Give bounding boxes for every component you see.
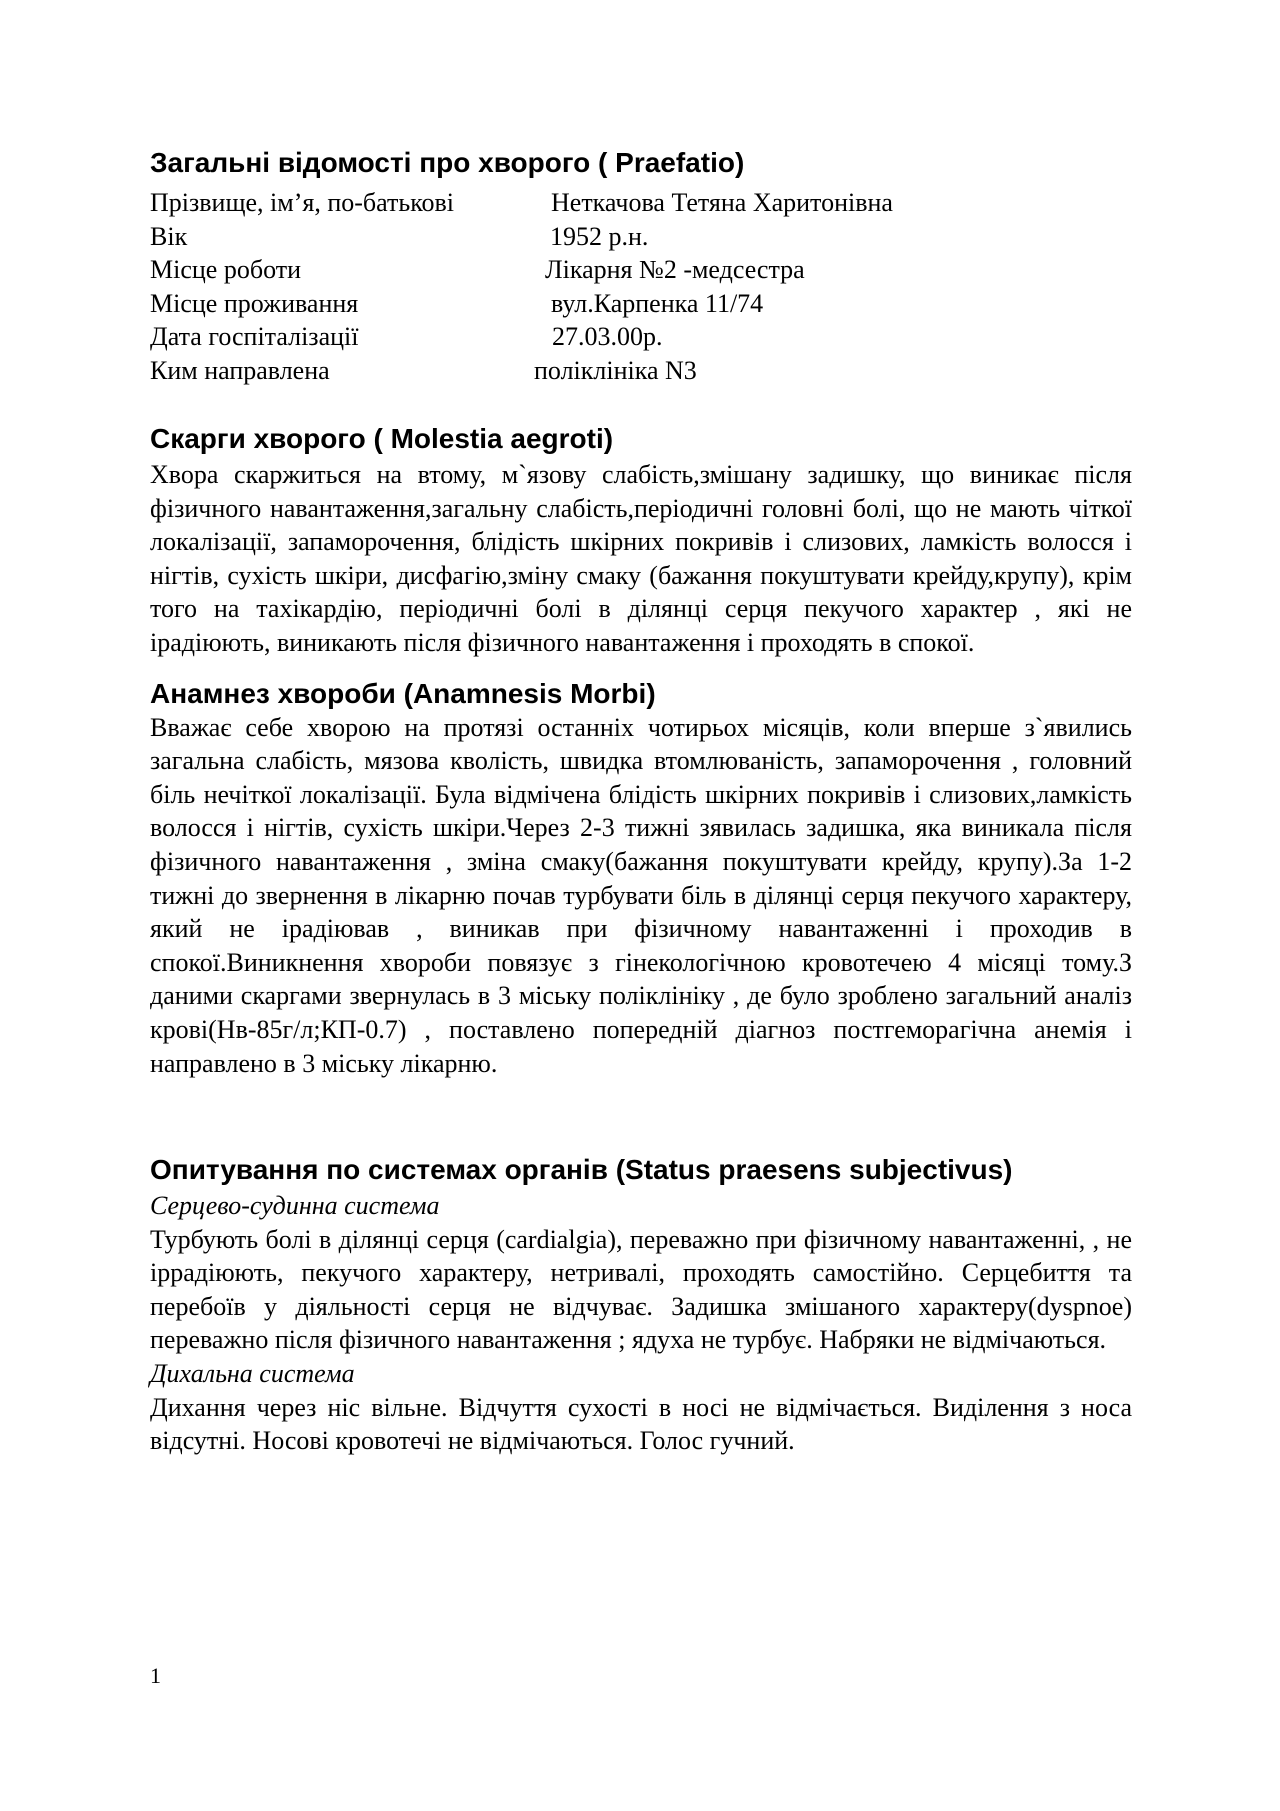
subsection-title-cardiovascular: Серцево-судинна система — [150, 1191, 440, 1221]
info-label: Місце роботи — [150, 255, 301, 284]
cardiovascular-text: Турбують болі в ділянці серця (cardialgia), переважно при фізичному навантаженні, , не іррадіюють, пекучого характеру, нетривалі, проходять самостійно. Серцебиття та перебоїв у діяльності серця не відчуває. Задишка змішаного характеру(dyspnoe) переважно після фізичного навантаження ; ядуха не турбує. Набряки не відмічаються. — [150, 1224, 1132, 1355]
subsection-title-respiratory: Дихальна система — [150, 1359, 355, 1389]
info-value: поліклініка N3 — [534, 355, 697, 385]
info-label: Ким направлена — [150, 355, 330, 385]
respiratory-text: Дихання через ніс вільне. Відчуття сухості в носі не відмічається. Виділення з носа відсутні. Носові кровотечі не відмічаються. Голос гучний. — [150, 1392, 1132, 1456]
info-value: вул.Карпенка 11/74 — [551, 288, 764, 318]
info-label: Вік — [150, 221, 188, 251]
info-label: Дата госпіталізації — [150, 322, 359, 351]
patient-info-table — [150, 186, 1132, 387]
info-value: Лікарня №2 -медсестра — [545, 255, 805, 284]
info-row-residence — [150, 287, 1132, 321]
info-row-name — [150, 186, 1132, 220]
document-content — [150, 146, 1132, 1458]
section-title-complaints: Скарги хворого ( Molestia aegroti) — [150, 423, 614, 454]
info-row-age — [150, 220, 1132, 254]
info-value: 1952 р.н. — [550, 221, 649, 251]
section-title-systems: Опитування по системах органів (Status praesens subjectivus) — [150, 1154, 1013, 1186]
info-row-referred-by — [150, 354, 1132, 388]
info-label: Прізвище, ім’я, по-батькові — [150, 188, 455, 217]
complaints-text: Хвора скаржиться на втому, м`язову слабість,змішану задишку, що виникає після фізичного навантаження,загальну слабість,періодичні головні болі, що не мають чіткої локалізації, запаморочення, блідість шкірних покривів і слизових, ламкість волосся і нігтів, сухість шкіри, дисфагію,зміну смаку (бажання покуштувати крейду,крупу), крім того на тахікардію, періодичні болі в ділянці серця пекучого характер , які не ірадіюють, виникають після фізичного навантаження і проходять в спокої. — [150, 460, 1132, 657]
info-row-workplace — [150, 253, 1132, 287]
section-title-anamnesis: Анамнез хвороби (Anamnesis Morbi) — [150, 677, 656, 709]
info-row-hospitalization-date — [150, 320, 1132, 354]
info-label: Місце проживання — [150, 288, 359, 318]
section-title-general: Загальні відомості про хворого ( Praefatio) — [150, 147, 745, 178]
info-value: 27.03.00р. — [552, 322, 663, 351]
anamnesis-text: Вважає себе хворою на протязі останніх чотирьох місяців, коли вперше з`явились загальна слабість, мязова кволість, швидка втомлюваність, запаморочення , головний біль нечіткої локалізації. Була відмічена блідість шкірних покривів і слизових,ламкість волосся і нігтів, сухість шкіри.Через 2-3 тижні зявилась задишка, яка виникала після фізичного навантаження , зміна смаку(бажання покуштувати крейду, крупу).За 1-2 тижні до звернення в лікарню почав турбувати біль в ділянці серця пекучого характеру, який не ірадіював , виникав при фізичному навантаженні і проходив в спокої.Виникнення хвороби повязує з гінекологічною кровотечею 4 місяці тому.З даними скаргами звернулась в 3 міську поліклініку , де було зроблено загальний аналіз крові(Нв-85г/л;КП-0.7) , поставлено попередній діагноз постгеморагічна анемія і направлено в 3 міську лікарню. — [150, 712, 1132, 1078]
info-value: Неткачова Тетяна Харитонівна — [551, 188, 893, 217]
page-number: 1 — [150, 1663, 161, 1688]
